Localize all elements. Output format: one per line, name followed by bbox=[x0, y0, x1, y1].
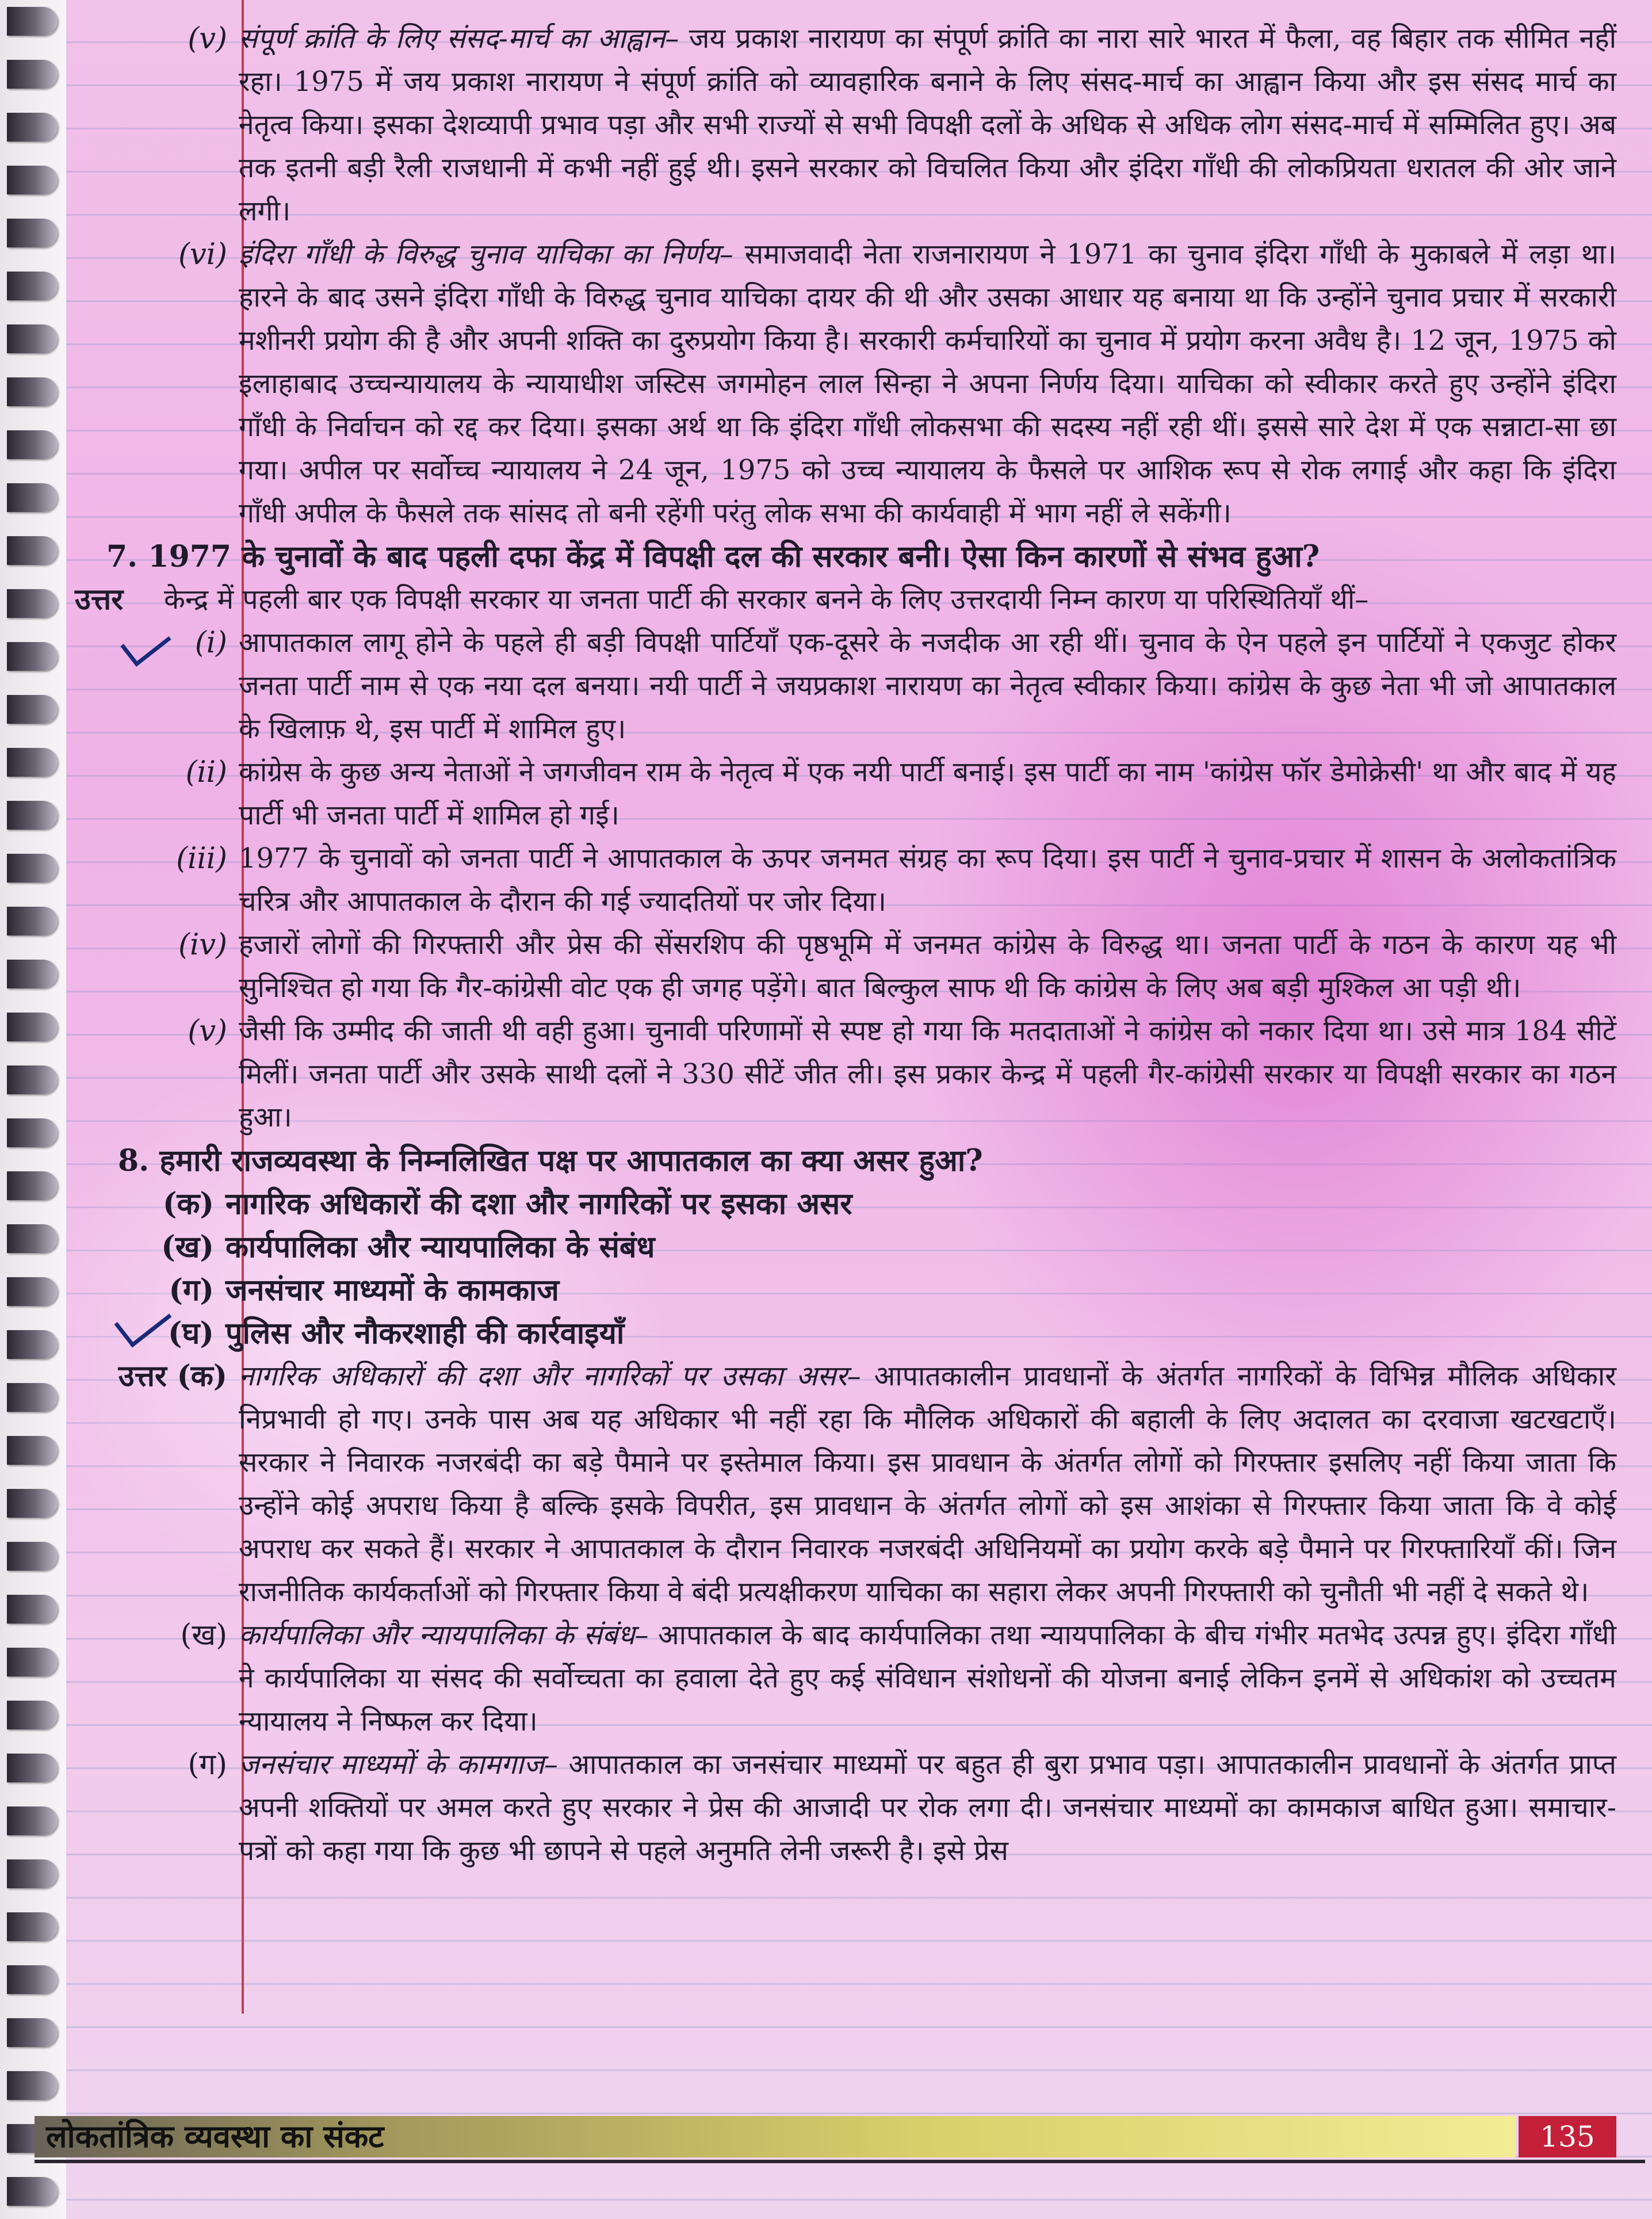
sub-label: (क) bbox=[162, 1186, 214, 1221]
page-content bbox=[75, 17, 1616, 1873]
spiral-ring bbox=[7, 324, 58, 353]
answer-8-kha bbox=[75, 1614, 1616, 1743]
spiral-ring bbox=[7, 1277, 58, 1306]
sub-label: (ग) bbox=[169, 1273, 214, 1308]
point-label: (i) bbox=[194, 626, 227, 660]
point-paragraph bbox=[239, 17, 1616, 233]
sub-label: (ख) bbox=[161, 1229, 214, 1265]
spiral-ring bbox=[7, 801, 58, 830]
point-body: जय प्रकाश नारायण का संपूर्ण क्रांति का नारा सारे भारत में फैला, वह बिहार तक सीमित नहीं रहा। 1975 में जय प्रकाश नारायण ने संपूर्ण क्रांति को व्यावहारिक बनाने के लिए संसद-मार्च का आह्वान किया और इस संसद मार्च का नेतृत्व किया। इसका देशव्यापी प्रभाव पड़ा और सभी राज्यों से सभी विपक्षी दलों के अधिक से अधिक लोग संसद-मार्च में सम्मिलित हुए। अब तक इतनी बड़ी रैली राजधानी में कभी नहीं हुई थी। इसने सरकार को विचलित किया और इंदिरा गाँधी की लोकप्रियता धरातल की ओर जाने लगी। bbox=[239, 22, 1617, 227]
point-text: आपातकाल लागू होने के पहले ही बड़ी विपक्षी पार्टियाँ एक-दूसरे के नजदीक आ रही थीं। चुनाव के ऐन पहले इन पार्टियों ने एकजुट होकर जनता पार्टी नाम से एक नया दल बनया। नयी पार्टी ने जयप्रकाश नारायण का नेतृत्व स्वीकार किया। कांग्रेस के कुछ नेता भी जो आपातकाल के खिलाफ़ थे, इस पार्टी में शामिल हुए। bbox=[239, 627, 1616, 745]
question-8-sub-kha bbox=[75, 1225, 1616, 1269]
spiral-ring bbox=[7, 60, 58, 89]
spiral-ring bbox=[7, 1912, 58, 1941]
point-label: (vi) bbox=[178, 238, 227, 272]
answer-body: आपातकालीन प्रावधानों के अंतर्गत नागरिकों के विभिन्न मौलिक अधिकार निप्रभावी हो गए। उनके पास अब यह अधिकार भी नहीं रहा कि मौलिक अधिकारों की बहाली के लिए अदालत का दरवाजा खटखटाएँ। सरकार ने निवारक नजरबंदी का बड़े पैमाने पर इस्तेमाल किया। इस प्रावधान के अंतर्गत लोगों को गिरफ्तार इसलिए नहीं किया जाता कि उन्होंने कोई अपराध किया है बल्कि इसके विपरीत, इस प्रावधान के अंतर्गत लोगों को इस आशंका से गिरफ्तार किया जाता कि वे कोई अपराध कर सकते हैं। सरकार ने आपातकाल के दौरान निवारक नजरबंदी अधिनियमों का प्रयोग करके बड़े पैमाने पर गिरफ्तारियाँ कीं। जिन राजनीतिक कार्यकर्ताओं को गिरफ्तार किया वे बंदी प्रत्यक्षीकरण याचिका का सहारा लेकर अपनी गिरफ्तारी को चुनौती भी नहीं दे सकते थे। bbox=[239, 1360, 1616, 1608]
question-8-sub-ka bbox=[75, 1182, 1616, 1225]
answer-7-point-i bbox=[75, 621, 1616, 751]
spiral-ring bbox=[7, 854, 58, 883]
spiral-ring bbox=[7, 483, 58, 512]
spiral-ring bbox=[7, 589, 58, 618]
sub-text: नागरिक अधिकारों की दशा और नागरिकों पर इसका असर bbox=[225, 1186, 852, 1221]
answer-label: उत्तर (क) bbox=[118, 1359, 227, 1393]
page-number: 135 bbox=[1519, 2116, 1616, 2157]
answer-paragraph bbox=[239, 1614, 1616, 1743]
answer-body: आपातकाल के बाद कार्यपालिका तथा न्यायपालिका के बीच गंभीर मतभेद उत्पन्न हुए। इंदिरा गाँधी ने कार्यपालिका या संसद की सर्वोच्चता का हवाला देते हुए कई संविधान संशोधनों की योजना बनाई लेकिन इनमें से अधिकांश को उच्चतम न्यायालय ने निष्फल कर दिया। bbox=[239, 1619, 1616, 1737]
answer-7-point-ii bbox=[75, 751, 1616, 837]
spiral-binding bbox=[7, 0, 59, 2219]
question-8-sub-gha bbox=[75, 1312, 1616, 1355]
spiral-ring bbox=[7, 1754, 58, 1782]
sub-text: पुलिस और नौकरशाही की कार्रवाइयाँ bbox=[225, 1316, 625, 1351]
answer-label: (ग) bbox=[188, 1748, 227, 1782]
answer-8-ka bbox=[75, 1355, 1616, 1614]
point-body: समाजवादी नेता राजनारायण ने 1971 का चुनाव इंदिरा गाँधी के मुकाबले में लड़ा था। हारने के बाद उसने इंदिरा गाँधी के विरुद्ध चुनाव याचिका दायर की थी और उसका आधार यह बनाया था कि उन्होंने चुनाव प्रचार में सरकारी मशीनरी प्रयोग की है और अपनी शक्ति का दुरुप्रयोग किया है। सरकारी कर्मचारियों का चुनाव में प्रयोग करना अवैध है। 12 जून, 1975 को इलाहाबाद उच्चन्यायालय के न्यायाधीश जस्टिस जगमोहन लाल सिन्हा ने अपना निर्णय दिया। याचिका को स्वीकार करते हुए उन्होंने इंदिरा गाँधी के निर्वाचन को रद्द कर दिया। इसका अर्थ था कि इंदिरा गाँधी लोकसभा की सदस्य नहीं रही थीं। इससे सारे देश में एक सन्नाटा-सा छा गया। अपील पर सर्वोच्च न्यायालय ने 24 जून, 1975 को उच्च न्यायालय के फैसले पर आशिक रूप से रोक लगाई और कहा कि इंदिरा गाँधी अपील के फैसले तक सांसद तो बनी रहेंगी परंतु लोक सभा की कार्यवाही में भाग नहीं ले सकेंगी। bbox=[239, 238, 1616, 529]
sub-text: कार्यपालिका और न्यायपालिका के संबंध bbox=[225, 1229, 655, 1265]
answer-label: उत्तर bbox=[75, 582, 124, 617]
point-heading: संपूर्ण क्रांति के लिए संसद-मार्च का आह्वान– bbox=[239, 22, 679, 55]
answer-intro-text: केन्द्र में पहली बार एक विपक्षी सरकार या जनता पार्टी की सरकार बनने के लिए उत्तरदायी निम्न कारण या परिस्थितियाँ थीं– bbox=[164, 583, 1369, 616]
question-8-sub-ga bbox=[75, 1269, 1616, 1312]
chapter-title: लोकतांत्रिक व्यवस्था का संकट bbox=[46, 2118, 384, 2155]
answer-7-point-v bbox=[75, 1010, 1616, 1139]
spiral-ring bbox=[7, 2018, 58, 2047]
spiral-ring bbox=[7, 166, 58, 194]
point-label: (iv) bbox=[178, 928, 227, 962]
point-vi bbox=[75, 233, 1616, 535]
point-text: कांग्रेस के कुछ अन्य नेताओं ने जगजीवन राम के नेतृत्व में एक नयी पार्टी बनाई। इस पार्टी का नाम 'कांग्रेस फॉर डेमोक्रेसी' था और बाद में यह पार्टी भी जनता पार्टी में शामिल हो गई। bbox=[239, 756, 1616, 831]
answer-paragraph bbox=[239, 1743, 1616, 1873]
question-8: 8. हमारी राजव्यवस्था के निम्नलिखित पक्ष पर आपातकाल का क्या असर हुआ? bbox=[118, 1143, 983, 1178]
spiral-ring bbox=[7, 1171, 58, 1200]
point-label: (v) bbox=[188, 22, 227, 56]
spiral-ring bbox=[7, 377, 58, 406]
point-text: जैसी कि उम्मीद की जाती थी वही हुआ। चुनावी परिणामों से स्पष्ट हो गया कि मतदाताओं ने कांग्रेस को नकार दिया था। उसे मात्र 184 सीटें मिलीं। जनता पार्टी और उसके साथी दलों ने 330 सीटें जीत ली। इस प्रकार केन्द्र में पहली गैर-कांग्रेसी सरकार या विपक्षी सरकार का गठन हुआ। bbox=[239, 1015, 1616, 1133]
spiral-ring bbox=[7, 1013, 58, 1041]
spiral-ring bbox=[7, 1648, 58, 1676]
spiral-ring bbox=[7, 1224, 58, 1253]
spiral-ring bbox=[7, 1965, 58, 1994]
spiral-ring bbox=[7, 1489, 58, 1518]
answer-7-intro bbox=[75, 578, 1616, 621]
page-footer bbox=[0, 2095, 1652, 2219]
spiral-ring bbox=[7, 1806, 58, 1835]
spiral-ring bbox=[7, 219, 58, 247]
spiral-ring bbox=[7, 113, 58, 142]
point-label: (ii) bbox=[185, 755, 227, 789]
point-text: हजारों लोगों की गिरफ्तारी और प्रेस की सेंसरशिप की पृष्ठभूमि में जनमत कांग्रेस के विरुद्ध था। जनता पार्टी के गठन के कारण यह भी सुनिश्चित हो गया कि गैर-कांग्रेसी वोट एक ही जगह पड़ेंगे। बात बिल्कुल साफ थी कि कांग्रेस के लिए अब बड़ी मुश्किल आ पड़ी थी। bbox=[239, 929, 1616, 1004]
answer-paragraph bbox=[239, 1355, 1616, 1614]
spiral-ring bbox=[7, 1859, 58, 1888]
sub-text: जनसंचार माध्यमों के कामकाज bbox=[225, 1273, 559, 1308]
point-heading: इंदिरा गाँधी के विरुद्ध चुनाव याचिका का निर्णय– bbox=[239, 238, 733, 270]
question-7: 7. 1977 के चुनावों के बाद पहली दफा केंद्र में विपक्षी दल की सरकार बनी। ऐसा किन कारणों से संभव हुआ? bbox=[106, 539, 1320, 574]
point-label: (v) bbox=[188, 1014, 227, 1048]
point-paragraph bbox=[239, 233, 1616, 535]
spiral-ring bbox=[7, 960, 58, 988]
spiral-ring bbox=[7, 748, 58, 777]
answer-7-point-iv bbox=[75, 923, 1616, 1010]
point-text: 1977 के चुनावों को जनता पार्टी ने आपातकाल के ऊपर जनमत संग्रह का रूप दिया। इस पार्टी ने चुनाव-प्रचार में शासन के अलोकतांत्रिक चरित्र और आपातकाल के दौरान की गई ज्यादतियों पर जोर दिया। bbox=[239, 842, 1616, 918]
spiral-ring bbox=[7, 430, 58, 459]
spiral-ring bbox=[7, 1595, 58, 1624]
spiral-ring bbox=[7, 1065, 58, 1094]
spiral-ring bbox=[7, 1118, 58, 1147]
spiral-ring bbox=[7, 1701, 58, 1729]
spiral-ring bbox=[7, 695, 58, 724]
point-v bbox=[75, 17, 1616, 233]
answer-heading: जनसंचार माध्यमों के कामगाज– bbox=[239, 1748, 558, 1781]
answer-heading: कार्यपालिका और न्यायपालिका के संबंध– bbox=[239, 1619, 649, 1651]
spiral-ring bbox=[7, 7, 58, 36]
answer-label: (ख) bbox=[180, 1618, 227, 1652]
footer-rule bbox=[35, 2160, 1645, 2163]
spiral-ring bbox=[7, 642, 58, 671]
point-label: (iii) bbox=[176, 842, 227, 876]
spiral-ring bbox=[7, 1383, 58, 1412]
answer-8-ga bbox=[75, 1743, 1616, 1873]
spiral-ring bbox=[7, 1542, 58, 1571]
spiral-ring bbox=[7, 536, 58, 565]
spiral-ring bbox=[7, 907, 58, 935]
spiral-ring bbox=[7, 272, 58, 300]
spiral-ring bbox=[7, 1436, 58, 1465]
answer-body: आपातकाल का जनसंचार माध्यमों पर बहुत ही बुरा प्रभाव पड़ा। आपातकालीन प्रावधानों के अंतर्गत प्राप्त अपनी शक्तियों पर अमल करते हुए सरकार ने प्रेस की आजादी पर रोक लगा दी। जनसंचार माध्यमों का कामकाज बाधित हुआ। समाचार-पत्रों को कहा गया कि कुछ भी छापने से पहले अनुमति लेनी जरूरी है। इसे प्रेस bbox=[239, 1748, 1616, 1867]
spiral-ring bbox=[7, 1330, 58, 1359]
answer-heading: नागरिक अधिकारों की दशा और नागरिकों पर उसका असर– bbox=[239, 1360, 861, 1392]
answer-7-point-iii bbox=[75, 837, 1616, 923]
sub-label: (घ) bbox=[168, 1316, 214, 1351]
